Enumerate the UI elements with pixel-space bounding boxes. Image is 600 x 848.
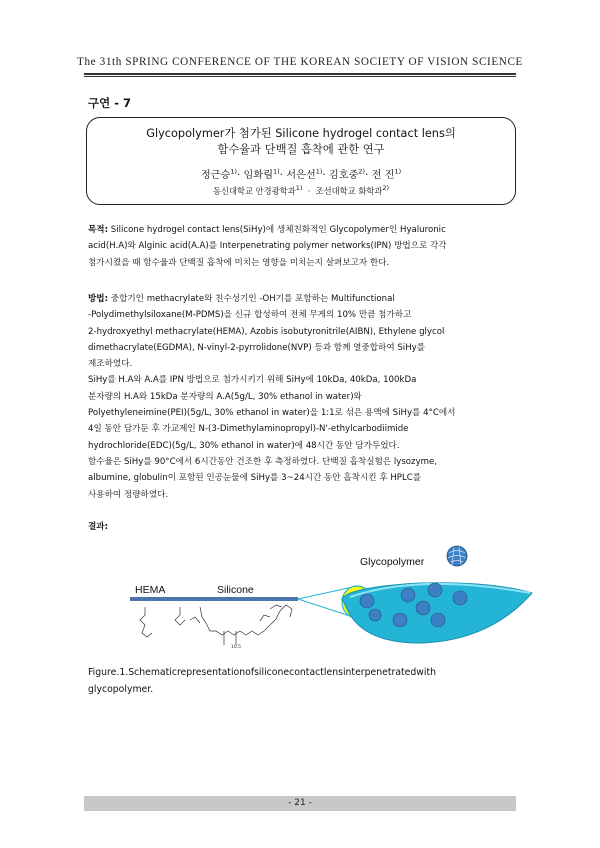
purpose-label: 목적: xyxy=(88,225,109,235)
conference-header: The 31th SPRING CONFERENCE OF THE KOREAN SOCIETY OF VISION SCIENCE xyxy=(77,56,523,68)
author-name: 임화림 xyxy=(243,170,274,181)
chemical-structure xyxy=(140,605,292,645)
author-name: 전 진 xyxy=(371,170,395,181)
glycopolymer-label: Glycopolymer xyxy=(360,556,425,568)
methods-paragraph: 방법: 중합기인 methacrylate와 친수성기인 -OH기를 포함하는 Multifunctional -Polydimethylsiloxane(M-PDMS)을 신규 합성하여 전체 무게의 10% 만큼 첨가하고 2-hydroxyethyl methacrylate(HEMA), Azobis isobutyronitrile(AIBN), Ethylene glycol dimethacrylate(EGDMA), N-vinyl-2-pyrrolidone(NVP) 등과 함께 열중합하여 SiHy를 제조하였다. SiHy를 H.A와 A.A를 IPN 방법으로 첨가시키기 위해 SiHy에 10kDa, 40kDa, 100kDa 분자량의 H.A와 15kDa 분자량의 A.A(5g/L, 30% ethanol in water)와 Polyethyleneimine(PEI)(5g/L, 30% ethanol in water)을 1:1로 섞은 용액에 SiHy를 4°C에서 4일 동안 담가둔 후 가교제인 N-(3-Dimethylaminopropyl)-N'-ethylcarbodiimide hydrochloride(EDC)(5g/L, 30% ethanol in water)에 48시간 동안 담가두었다. 함수율은 SiHy를 90°C에서 6시간동안 건조한 후 측정하였다. 단백질 흡착실험은 lysozyme, albumine, globulin이 포함된 인공눈물에 SiHy를 3~24시간 동안 흡착시킨 후 HPLC를 사용하여 정량하였다. xyxy=(88,294,456,500)
glycopolymer-sphere-icon xyxy=(447,546,467,566)
affiliation: 동신대학교 안경광학과 xyxy=(212,186,296,196)
schematic-figure xyxy=(120,545,540,657)
author-name: 정근승 xyxy=(200,170,231,181)
authors: 정근승$^{1)}$· 임화림$^{1)}$· 서은선$^{1)}$· 김호중$^{2)}$· 전 진$^{1)}$ xyxy=(200,167,402,181)
polymer-backbone-bar xyxy=(130,597,298,601)
silicone-label: Silicone xyxy=(217,584,254,596)
caption-line-2: glycopolymer. xyxy=(88,684,154,695)
figure-caption xyxy=(88,664,528,698)
page-number: - 21 - xyxy=(288,798,312,808)
hema-label: HEMA xyxy=(135,584,166,596)
purpose-paragraph: 목적: Silicone hydrogel contact lens(SiHy)에 생체친화적인 Glycopolymer인 Hyaluronic acid(H.A)와 Alginic acid(A.A)를 Interpenetrating polymer networks(IPN) 방법으로 각각 첨가시켰을 때 함수율과 단백질 흡착에 미치는 영향을 미치는지 살펴보고자 한다. xyxy=(88,225,447,268)
affiliation: 조선대학교 화학과 xyxy=(315,186,383,196)
header-rule-thick xyxy=(84,73,516,75)
header-rule-thin xyxy=(84,76,516,77)
caption-line-1: Figure.1.Schematicrepresentationofsiliconecontactlensinterpenetratedwith xyxy=(88,667,437,678)
author-name: 김호중 xyxy=(328,170,359,181)
affiliations: 동신대학교 안경광학과$^{1)}$ · 조선대학교 화학과$^{2)}$ xyxy=(212,184,390,196)
footer-bar xyxy=(84,796,516,811)
title-line-2: 함수율과 단백질 흡착에 관한 연구 xyxy=(217,143,385,156)
author-name: 서은선 xyxy=(286,170,316,181)
methods-label: 방법: xyxy=(88,294,109,304)
results-label: 결과: xyxy=(88,522,109,532)
repeat-count: 10.5 xyxy=(231,645,242,650)
title-box xyxy=(86,117,516,205)
session-label: 구연 - 7 xyxy=(88,96,131,110)
title-line-1: Glycopolymer가 첨가된 Silicone hydrogel contact lens의 xyxy=(146,127,456,140)
